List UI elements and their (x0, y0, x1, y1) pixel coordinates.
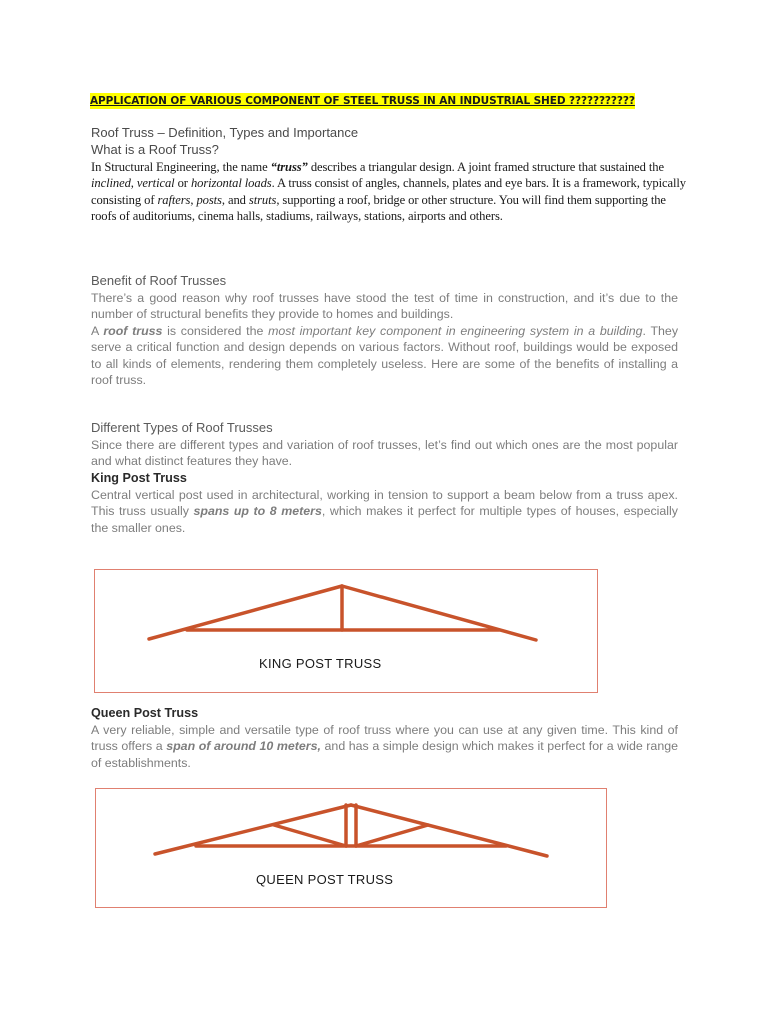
benefit-title: Benefit of Roof Trusses (91, 273, 227, 288)
king-post-paragraph: Central vertical post used in architectural, working in tension to support a beam below from a truss apex. This truss usually spans up to 8 meters, which makes it perfect for multiple types of houses, especially the smaller ones. (91, 488, 678, 535)
truss-definition-paragraph: In Structural Engineering, the name “truss” describes a triangular design. A joint framed structure that sustained the inclined, vertical or horizontal loads. A truss consist of angles, channels, plates and eye bars. It is a framework, typically consisting of rafters, posts, and struts, supporting a roof, bridge or other structure. You will find them supporting the roofs of auditoriums, cinema halls, stadiums, railways, stations, airports and others. (91, 160, 686, 223)
king-post-title: King Post Truss (91, 471, 187, 485)
left-strut (274, 825, 346, 846)
benefit-paragraph-1: There’s a good reason why roof trusses have stood the test of time in construction, and it’s due to the number of structural benefits they provide to homes and buildings. (91, 291, 678, 322)
benefit-paragraph-2: A roof truss is considered the most important key component in engineering system in a building. They serve a critical function and design depends on various factors. Without roof, buildings would be exposed to all kinds of elements, rendering them completely useless. Here are some of the benefits of installing a roof truss. (91, 324, 679, 387)
king-post-truss-diagram (95, 570, 597, 692)
right-rafter (351, 805, 547, 856)
queen-post-caption: QUEEN POST TRUSS (256, 872, 394, 887)
queen-post-title: Queen Post Truss (91, 706, 199, 720)
king-post-truss-figure (94, 569, 598, 693)
intro-title: Roof Truss – Definition, Types and Importance (91, 125, 359, 140)
queen-post-paragraph: A very reliable, simple and versatile type of roof truss where you can use at any given time. This kind of truss offers a span of around 10 meters, and has a simple design which makes it perfect for a wide range of establishments. (91, 723, 678, 770)
types-paragraph: Since there are different types and variation of roof trusses, let’s find out which ones are the most popular and what distinct features they have. (91, 438, 678, 469)
right-strut (356, 825, 428, 846)
document-heading: APPLICATION OF VARIOUS COMPONENT OF STEEL TRUSS IN AN INDUSTRIAL SHED ??????????? (90, 95, 635, 107)
queen-post-truss-figure (95, 788, 607, 908)
intro-question: What is a Roof Truss? (91, 142, 219, 157)
types-title: Different Types of Roof Trusses (91, 420, 273, 435)
queen-post-truss-diagram (96, 789, 606, 907)
king-post-caption: KING POST TRUSS (259, 656, 382, 671)
right-rafter (342, 586, 536, 640)
